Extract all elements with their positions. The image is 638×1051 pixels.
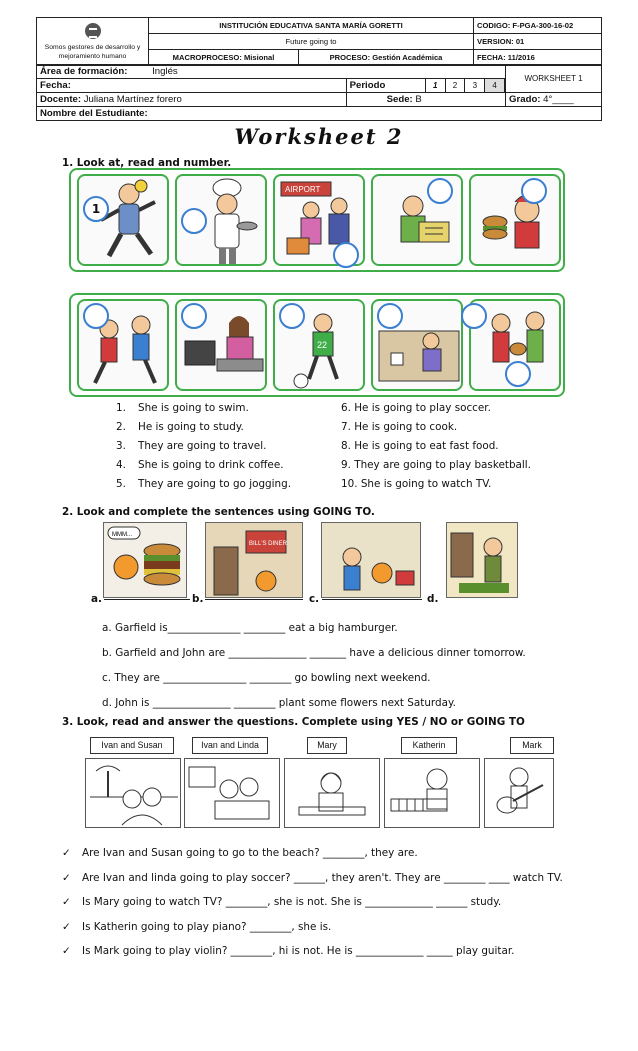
area-value: Inglés <box>152 66 178 77</box>
header-table <box>36 17 602 66</box>
sentence-2a[interactable]: a. Garfield is______________ ________ eat a big hamburger. <box>102 622 398 634</box>
sede-value: B <box>415 94 422 105</box>
check-icon: ✓ <box>62 945 71 957</box>
sentence-6: 6. He is going to play soccer. <box>341 402 491 414</box>
periodo-label: Periodo <box>346 79 425 93</box>
section1-heading: 1. Look at, read and number. <box>62 157 232 169</box>
document-version: VERSION: 01 <box>474 34 602 50</box>
shirt-number: 22 <box>317 340 328 350</box>
hamburger-illustration <box>104 523 187 598</box>
picture-strip-top <box>69 168 565 272</box>
grado-label: Grado: <box>509 94 541 105</box>
blank-c[interactable] <box>322 599 422 600</box>
fecha-cell[interactable] <box>37 79 347 93</box>
grado-cell <box>506 93 602 107</box>
docente-label: Docente: <box>40 94 82 105</box>
area-label: Área de formación: <box>40 66 128 77</box>
picture-c-bowling <box>321 522 421 598</box>
picture-b-diner <box>205 522 303 598</box>
beach-illustration <box>86 759 181 828</box>
picture-a-hamburger <box>103 522 187 598</box>
document-title: Future going to <box>149 34 474 50</box>
sede-cell <box>346 93 505 107</box>
answer-bubble-11[interactable] <box>505 361 531 387</box>
answer-bubble-10[interactable] <box>461 303 487 329</box>
picture-guitar <box>484 758 554 828</box>
check-icon: ✓ <box>62 872 71 884</box>
name-mary: Mary <box>307 737 347 754</box>
macroprocess: MACROPROCESO: Misional <box>149 50 299 66</box>
label-c: c. <box>309 593 320 605</box>
bowling-illustration <box>322 523 421 598</box>
worksheet-label: WORKSHEET 1 <box>506 65 602 93</box>
name-mark: Mark <box>510 737 554 754</box>
document-code: CODIGO: F-PGA-300-16-02 <box>474 18 602 34</box>
picture-strip-bottom <box>69 293 565 397</box>
answer-bubble-4[interactable] <box>427 178 453 204</box>
tv-kids-illustration <box>185 759 280 828</box>
grado-value: 4°____ <box>543 94 574 105</box>
school-logo-icon <box>85 23 101 39</box>
speech-text: MMM... <box>112 532 132 538</box>
sentence-5: 5. They are going to go jogging. <box>116 478 292 490</box>
answer-bubble-6[interactable] <box>83 303 109 329</box>
period-3[interactable]: 3 <box>465 79 485 93</box>
check-icon: ✓ <box>62 847 71 859</box>
picture-tv-kids <box>184 758 280 828</box>
answer-bubble-7[interactable] <box>181 303 207 329</box>
picture-study <box>284 758 380 828</box>
student-name-label: Nombre del Estudiante: <box>40 108 148 119</box>
area-row <box>37 65 506 79</box>
answer-bubble-9[interactable] <box>377 303 403 329</box>
label-a: a. <box>91 593 102 605</box>
sentence-4: 4. She is going to drink coffee. <box>116 459 284 471</box>
picture-beach <box>85 758 181 828</box>
diner-sign: BILL'S DINER <box>249 541 287 547</box>
spacer-cell <box>505 79 506 93</box>
sentence-3: 3. They are going to travel. <box>116 440 267 452</box>
question-4[interactable]: ✓ Is Katherin going to play piano? ________, she is. <box>62 921 332 933</box>
document-date: FECHA: 11/2016 <box>474 50 602 66</box>
name-ivan-linda: Ivan and Linda <box>192 737 268 754</box>
process: PROCESO: Gestión Académica <box>299 50 474 66</box>
fecha-label: Fecha: <box>40 80 71 91</box>
sentence-10: 10. She is going to watch TV. <box>341 478 492 490</box>
guitar-illustration <box>485 759 554 828</box>
docente-value: Juliana Martínez forero <box>83 94 182 105</box>
study-girl-illustration <box>285 759 380 828</box>
question-2[interactable]: ✓ Are Ivan and linda going to play soccer? ______, they aren't. They are ________ ____ watch TV. <box>62 872 563 884</box>
sentence-9: 9. They are going to play basketball. <box>341 459 531 471</box>
answer-bubble-3[interactable] <box>333 242 359 268</box>
sentence-2d[interactable]: d. John is _______________ ________ plant some flowers next Saturday. <box>102 697 456 709</box>
airport-sign: AIRPORT <box>285 185 321 194</box>
sentence-2: 2. He is going to study. <box>116 421 244 433</box>
docente-cell <box>37 93 347 107</box>
section2-heading: 2. Look and complete the sentences using GOING TO. <box>62 506 375 518</box>
sentence-7: 7. He is going to cook. <box>341 421 458 433</box>
name-ivan-susan: Ivan and Susan <box>90 737 174 754</box>
question-3[interactable]: ✓ Is Mary going to watch TV? ________, she is not. She is _____________ ______ study. <box>62 896 502 908</box>
sentence-2c[interactable]: c. They are ________________ ________ go bowling next weekend. <box>102 672 431 684</box>
question-5[interactable]: ✓ Is Mark going to play violin? ________, hi is not. He is _____________ _____ play guitar. <box>62 945 515 957</box>
diner-illustration <box>206 523 303 598</box>
sentence-2b[interactable]: b. Garfield and John are _______________ _______ have a delicious dinner tomorrow. <box>102 647 526 659</box>
period-1[interactable]: 1 <box>425 79 445 93</box>
check-icon: ✓ <box>62 921 71 933</box>
logo-cell <box>37 18 149 66</box>
section3-heading: 3. Look, read and answer the questions. Complete using YES / NO or GOING TO <box>62 716 525 728</box>
piano-illustration <box>385 759 480 828</box>
student-name-cell[interactable] <box>37 107 602 121</box>
motto: Somos gestores de desarrollo y mejoramiento humano <box>44 44 141 60</box>
answer-bubble-example[interactable]: 1 <box>83 196 109 222</box>
sentence-8: 8. He is going to eat fast food. <box>341 440 499 452</box>
label-d: d. <box>427 593 439 605</box>
period-4[interactable]: 4 <box>485 79 505 93</box>
picture-piano <box>384 758 480 828</box>
name-katherin: Katherin <box>401 737 457 754</box>
institution-name: INSTITUCIÓN EDUCATIVA SANTA MARÍA GORETTI <box>149 18 474 34</box>
plant-illustration <box>447 523 518 598</box>
label-b: b. <box>192 593 204 605</box>
answer-bubble-2[interactable] <box>181 208 207 234</box>
check-icon: ✓ <box>62 896 71 908</box>
blank-b[interactable] <box>205 599 303 600</box>
blank-a[interactable] <box>104 599 190 600</box>
answer-bubble-5[interactable] <box>521 178 547 204</box>
picture-tile-fast-food <box>469 174 561 266</box>
question-1[interactable]: ✓ Are Ivan and Susan going to go to the beach? ________, they are. <box>62 847 418 859</box>
fast-food-illustration <box>471 176 561 266</box>
student-info-table <box>36 64 602 121</box>
period-2[interactable]: 2 <box>445 79 465 93</box>
sentence-1: 1. She is going to swim. <box>116 402 249 414</box>
sede-label: Sede: <box>386 94 413 105</box>
worksheet-title: Worksheet 2 <box>234 124 404 149</box>
picture-d-plant <box>446 522 518 598</box>
answer-bubble-8[interactable] <box>279 303 305 329</box>
